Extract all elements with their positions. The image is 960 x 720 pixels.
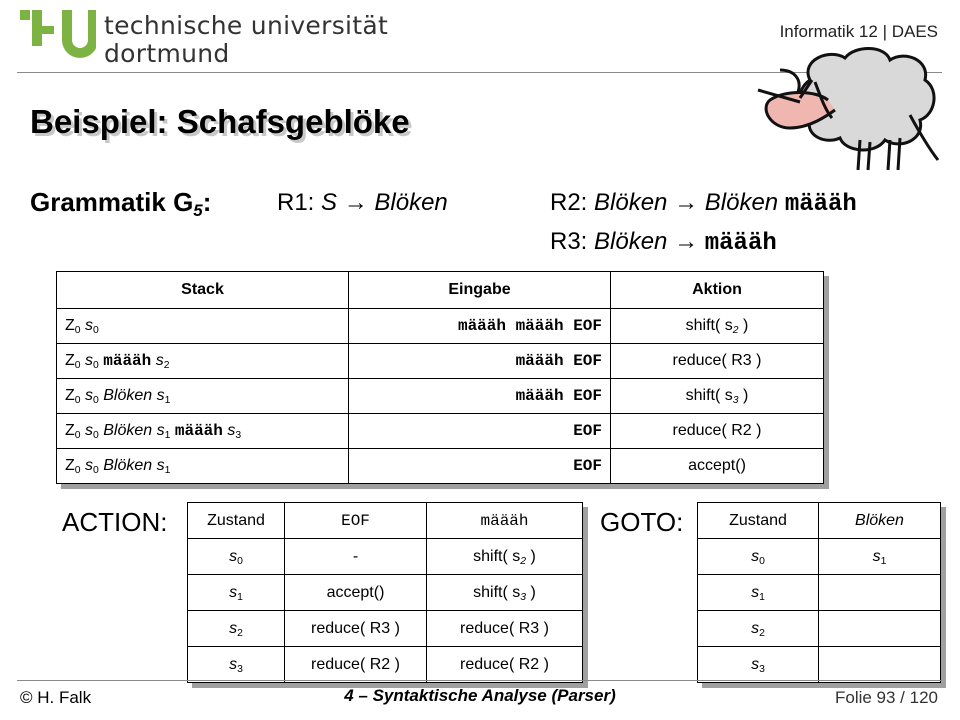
maeaeh-action-cell [427, 611, 583, 647]
stack-symbol-index: 0 [93, 360, 99, 372]
state-index: 2 [237, 627, 243, 639]
state-cell [698, 611, 819, 647]
action-text: reduce( R3 ) [460, 619, 549, 637]
goto-cell [819, 647, 941, 683]
footer-author: © H. Falk [20, 688, 92, 707]
university-name-line2: dortmund [104, 39, 230, 68]
input-cell: määäh määäh EOF [349, 309, 611, 344]
action-text: shift( s [685, 317, 733, 334]
eof-action-cell: reduce( R3 ) [285, 611, 427, 647]
column-header: Aktion [611, 272, 824, 309]
stack-symbol-index: 1 [164, 465, 171, 477]
state-symbol: s [229, 655, 238, 673]
table-row [698, 647, 941, 683]
stack-symbol: Blöken [103, 457, 153, 474]
action-close: ) [526, 583, 536, 601]
input-cell: EOF [349, 449, 611, 484]
rule-r1: R1: S → Blöken [277, 189, 448, 216]
stack-symbol-index: 1 [164, 430, 171, 442]
stack-symbol: s [85, 387, 94, 404]
stack-symbol: Z [65, 352, 75, 369]
parse-trace-table [56, 271, 824, 484]
action-index: 2 [520, 555, 527, 567]
stack-symbol: s [85, 317, 94, 334]
state-index: 0 [237, 555, 243, 567]
stack-symbol-index: 0 [93, 465, 99, 477]
stack-symbol-index: 0 [74, 395, 81, 407]
state-index: 1 [237, 591, 243, 603]
table-row [188, 539, 583, 575]
action-text: reduce( R2 ) [672, 422, 762, 439]
column-header: EOF [285, 503, 427, 539]
action-text: shift( s [473, 547, 521, 565]
action-close: ) [738, 387, 749, 404]
state-symbol: s [229, 547, 238, 565]
stack-symbol: Z [65, 422, 75, 439]
column-header: Stack [57, 272, 349, 309]
input-cell: määäh EOF [349, 379, 611, 414]
stack-symbol: s [156, 457, 165, 474]
action-cell [611, 309, 824, 344]
action-close: ) [738, 317, 749, 334]
goto-table [697, 502, 941, 683]
state-cell [698, 539, 819, 575]
slide-title: Beispiel: Schafsgeblöke [30, 103, 410, 140]
action-text: reduce( R2 ) [460, 655, 549, 673]
stack-symbol: s [155, 352, 164, 369]
state-index: 2 [759, 627, 765, 639]
column-header: määäh [427, 503, 583, 539]
stack-symbol-index: 0 [93, 430, 99, 442]
stack-symbol-index: 1 [164, 395, 171, 407]
stack-symbol: s [85, 352, 94, 369]
eof-action-cell: reduce( R2 ) [285, 647, 427, 683]
stack-cell [57, 309, 349, 344]
stack-symbol-index: 2 [163, 360, 170, 372]
state-symbol: s [229, 583, 238, 601]
rule-r3: R3: Blöken → määäh [550, 228, 777, 257]
state-cell [188, 611, 285, 647]
stack-symbol-index: 0 [74, 360, 81, 372]
column-header: Blöken [819, 503, 941, 539]
action-close: ) [526, 547, 536, 565]
stack-symbol: s [156, 387, 165, 404]
maeaeh-action-cell [427, 647, 583, 683]
state-symbol: s [751, 547, 760, 565]
stack-symbol: määäh [174, 422, 223, 440]
goto-label: GOTO: [600, 507, 684, 537]
stack-symbol: Z [65, 317, 75, 334]
table-row [188, 647, 583, 683]
state-cell [698, 575, 819, 611]
goto-cell [819, 575, 941, 611]
input-cell: EOF [349, 414, 611, 449]
stack-symbol-index: 0 [93, 395, 99, 407]
stack-cell [57, 449, 349, 484]
state-index: 3 [759, 663, 765, 675]
action-cell [611, 344, 824, 379]
stack-cell [57, 344, 349, 379]
action-text: shift( s [473, 583, 521, 601]
stack-symbol-index: 0 [93, 325, 99, 337]
action-label: ACTION: [62, 507, 168, 537]
maeaeh-action-cell [427, 539, 583, 575]
university-name-line1: technische universität [104, 11, 389, 40]
input-cell: määäh EOF [349, 344, 611, 379]
state-symbol: s [751, 655, 760, 673]
column-header: Zustand [188, 503, 285, 539]
action-index: 3 [732, 395, 739, 407]
stack-symbol: Blöken [103, 387, 153, 404]
action-table [187, 502, 583, 683]
stack-symbol: s [85, 422, 94, 439]
stack-symbol: määäh [103, 352, 152, 370]
action-cell [611, 379, 824, 414]
state-symbol: s [751, 619, 760, 637]
state-index: 1 [759, 591, 765, 603]
column-header: Eingabe [349, 272, 611, 309]
state-index: 0 [759, 555, 765, 567]
stack-symbol: Z [65, 387, 75, 404]
action-text: accept() [688, 457, 746, 474]
action-cell [611, 414, 824, 449]
grammar-label: Grammatik $G_5$: [30, 187, 212, 221]
table-row [698, 539, 941, 575]
sheep-icon [740, 40, 945, 180]
stack-symbol-index: 0 [74, 430, 81, 442]
stack-cell [57, 379, 349, 414]
stack-cell [57, 414, 349, 449]
footer-divider [17, 680, 942, 681]
state-symbol: s [229, 619, 238, 637]
column-header: Zustand [698, 503, 819, 539]
stack-symbol-index: 0 [74, 325, 81, 337]
table-row [188, 575, 583, 611]
stack-symbol: s [85, 457, 94, 474]
goto-cell [819, 611, 941, 647]
table-row [57, 344, 824, 379]
state-cell [188, 575, 285, 611]
stack-symbol: s [227, 422, 236, 439]
stack-symbol-index: 0 [74, 465, 81, 477]
stack-symbol: s [156, 422, 165, 439]
goto-cell [819, 539, 941, 575]
table-row [57, 414, 824, 449]
state-cell [698, 647, 819, 683]
action-cell [611, 449, 824, 484]
action-text: reduce( R3 ) [672, 352, 762, 369]
goto-target-index: 1 [880, 555, 887, 567]
table-row [57, 449, 824, 484]
goto-target: s [872, 547, 881, 565]
stack-symbol: Blöken [103, 422, 153, 439]
footer-chapter: 4 – Syntaktische Analyse (Parser) [344, 686, 616, 705]
stack-symbol: Z [65, 457, 75, 474]
state-cell [188, 539, 285, 575]
table-row [57, 379, 824, 414]
action-text: shift( s [685, 387, 733, 404]
state-symbol: s [751, 583, 760, 601]
table-row [188, 611, 583, 647]
table-row [57, 309, 824, 344]
action-index: 3 [520, 591, 527, 603]
institute-label: Informatik 12 | DAES [779, 22, 938, 41]
maeaeh-action-cell [427, 575, 583, 611]
action-index: 2 [732, 325, 739, 337]
table-row [698, 611, 941, 647]
eof-action-cell: - [285, 539, 427, 575]
stack-symbol-index: 3 [235, 430, 242, 442]
eof-action-cell: accept() [285, 575, 427, 611]
footer-slide-number: Folie 93 / 120 [834, 688, 938, 707]
rule-r2: R2: Blöken → Blöken määäh [550, 189, 857, 218]
state-cell [188, 647, 285, 683]
state-index: 3 [237, 663, 243, 675]
tu-logo [18, 8, 96, 68]
table-row [698, 575, 941, 611]
